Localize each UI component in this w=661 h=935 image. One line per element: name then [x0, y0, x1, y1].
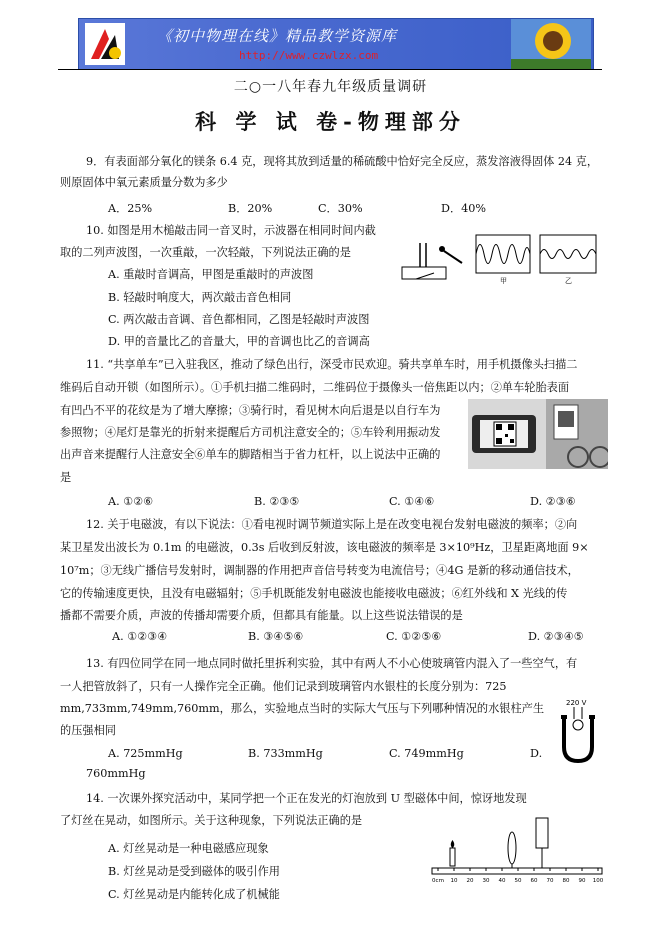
- ruler-tick-label: 80: [562, 878, 570, 884]
- q12-line-1: 12. 关于电磁波，有以下说法：①看电视时调节频道实际上是在改变电视台发射电磁波的频率；②向: [86, 518, 578, 531]
- q10-line-2: 取的二列声波图，一次重敲，一次轻敲，下列说法正确的是: [60, 246, 351, 259]
- q10-line-1: 10. 如图是用木槌敲击同一音叉时，示波器在相同时间内截: [86, 224, 376, 237]
- voltage-label: 220 V: [566, 699, 587, 707]
- ruler-tick-label: 70: [546, 878, 554, 884]
- q13-line-4: 的压强相同: [60, 724, 116, 737]
- screen-icon: [536, 818, 548, 868]
- q13-line-2: 一人把管放斜了，只有一人操作完全正确。他们记录到玻璃管内水银柱的长度分别为：725: [60, 680, 507, 693]
- q14-optical-bench-figure: [428, 814, 606, 884]
- waveform-jia-label: 甲: [500, 277, 507, 285]
- q11-option-b[interactable]: B. ②③⑤: [254, 495, 300, 508]
- q11-option-a[interactable]: A. ①②⑥: [108, 495, 154, 508]
- q11-line-1: 11. “共享单车”已入驻我区，推动了绿色出行，深受市民欢迎。骑共享单车时，用手机摄像头扫描二: [86, 358, 578, 371]
- q10-option-c[interactable]: C. 两次敲击音调、音色都相同，乙图是轻敲时声波图: [108, 313, 370, 326]
- q11-line-3: 有凹凸不平的花纹是为了增大摩擦；③骑行时，看见树木向后退是以自行车为: [60, 404, 441, 417]
- q9-line-1: 9．有表面部分氧化的镁条 6.4 克，现将其放到适量的稀硫酸中恰好完全反应，蒸发溶液得固体 24 克，: [86, 155, 599, 168]
- q12-line-2: 某卫星发出波长为 0.1m 的电磁波，0.3s 后收到反射波，该电磁波的频率是 3×10⁹Hz，卫星距离地面 9×: [60, 541, 589, 554]
- ruler-tick-label: 90: [578, 878, 586, 884]
- q9-option-b[interactable]: B．20%: [228, 202, 273, 215]
- q14-option-a[interactable]: A. 灯丝晃动是一种电磁感应现象: [108, 842, 269, 855]
- q10-figure: [396, 233, 608, 285]
- q13-u-tube-figure: [554, 697, 602, 765]
- q10-option-d[interactable]: D. 甲的音量比乙的音量大，甲的音调也比乙的音调高: [108, 335, 370, 348]
- ruler-tick-label: 0cm: [432, 878, 444, 884]
- q11-line-6: 是: [60, 471, 72, 484]
- tuning-fork-icon: [402, 243, 462, 279]
- q13-line-1: 13. 有四位同学在同一地点同时做托里拆利实验，其中有两人不小心使玻璃管内混入了一些空气，有: [86, 657, 578, 670]
- qr-code-icon: [494, 422, 516, 446]
- ruler-tick-label: 10: [450, 878, 458, 884]
- q11-line-2: 维码后自动开锁（如图所示）。①手机扫描二维码时，二维码位于摄像头一倍焦距以内；②单车轮胎表面: [60, 381, 570, 394]
- exam-title: 二○一八年春九年级质量调研: [233, 79, 428, 95]
- q12-line-5: 播都不需要介质，声波的传播却需要介质，但都具有能量。以上这些说法错误的是: [60, 609, 463, 622]
- q14-line-2: 了灯丝在晃动，如图所示。关于这种现象，下列说法正确的是: [60, 814, 363, 827]
- logo-icon: [85, 23, 125, 65]
- bulb-icon: [573, 720, 583, 730]
- q13-option-a[interactable]: A. 725mmHg: [108, 747, 183, 760]
- waveform-yi: [540, 235, 596, 273]
- q9-option-d[interactable]: D．40%: [441, 202, 487, 215]
- q14-option-c[interactable]: C. 灯丝晃动是内能转化成了机械能: [108, 888, 280, 901]
- q13-option-c[interactable]: C. 749mmHg: [389, 747, 464, 760]
- q11-qr-scan-figure: [468, 399, 608, 469]
- header-rule: [58, 69, 602, 70]
- ruler-tick-label: 30: [482, 878, 490, 884]
- candle-icon: [450, 840, 455, 866]
- q14-line-1: 14. 一次课外探究活动中，某同学把一个正在发光的灯泡放到 U 型磁体中间，惊讶地发现: [86, 792, 527, 805]
- q12-line-4: 它的传输速度更快，且没有电磁辐射；⑤手机既能发射电磁波也能接收电磁波；⑥红外线和 X 光线的传: [60, 587, 568, 600]
- q13-option-b[interactable]: B. 733mmHg: [248, 747, 323, 760]
- banner-url[interactable]: http://www.czwlzx.com: [239, 49, 379, 62]
- q13-option-d-value: 760mmHg: [86, 767, 146, 780]
- q12-line-3: 10⁷m；③无线广播信号发射时，调制器的作用把声音信号转变为电流信号；④4G 是新的移动通信技术，: [60, 564, 579, 577]
- ruler: [432, 868, 602, 874]
- q11-line-4: 参照物；④尾灯是靠光的折射来提醒后方司机注意安全的；⑤车铃利用振动发: [60, 426, 441, 439]
- q14-option-b[interactable]: B. 灯丝晃动是受到磁体的吸引作用: [108, 865, 280, 878]
- banner-title: 《初中物理在线》精品教学资源库: [157, 27, 398, 45]
- q13-option-d[interactable]: D.: [530, 747, 543, 760]
- ruler-tick-label: 50: [514, 878, 522, 884]
- q10-option-b[interactable]: B. 轻敲时响度大，两次敲击音色相同: [108, 291, 292, 304]
- q12-option-b[interactable]: B. ③④⑤⑥: [248, 630, 304, 643]
- q9-option-c[interactable]: C．30%: [318, 202, 363, 215]
- q12-option-a[interactable]: A. ①②③④: [112, 630, 168, 643]
- sunflower-icon: [511, 19, 591, 69]
- header-banner: [78, 18, 594, 70]
- exam-subtitle: 科 学 试 卷-物理部分: [195, 109, 466, 134]
- q9-line-2: 则原固体中氧元素质量分数为多少: [60, 176, 228, 189]
- q10-option-a[interactable]: A. 重敲时音调高，甲图是重敲时的声波图: [108, 268, 314, 281]
- waveform-jia: [476, 235, 530, 273]
- ruler-tick-label: 20: [466, 878, 474, 884]
- q9-option-a[interactable]: A．25%: [108, 202, 153, 215]
- q12-option-d[interactable]: D. ②③④⑤: [528, 630, 584, 643]
- q12-option-c[interactable]: C. ①②⑤⑥: [386, 630, 442, 643]
- q11-option-c[interactable]: C. ①④⑥: [389, 495, 435, 508]
- q13-line-3: mm,733mm,749mm,760mm，那么，实验地点当时的实际大气压与下列哪种情况的水银柱产生: [60, 702, 545, 715]
- q11-option-d[interactable]: D. ②③⑥: [530, 495, 576, 508]
- ruler-tick-label: 100: [592, 878, 604, 884]
- waveform-yi-label: 乙: [565, 277, 572, 285]
- ruler-tick-label: 40: [498, 878, 506, 884]
- q11-line-5: 出声音来提醒行人注意安全⑥单车的脚踏相当于省力杠杆，以上说法中正确的: [60, 448, 441, 461]
- ruler-tick-label: 60: [530, 878, 538, 884]
- lens-icon: [508, 832, 516, 868]
